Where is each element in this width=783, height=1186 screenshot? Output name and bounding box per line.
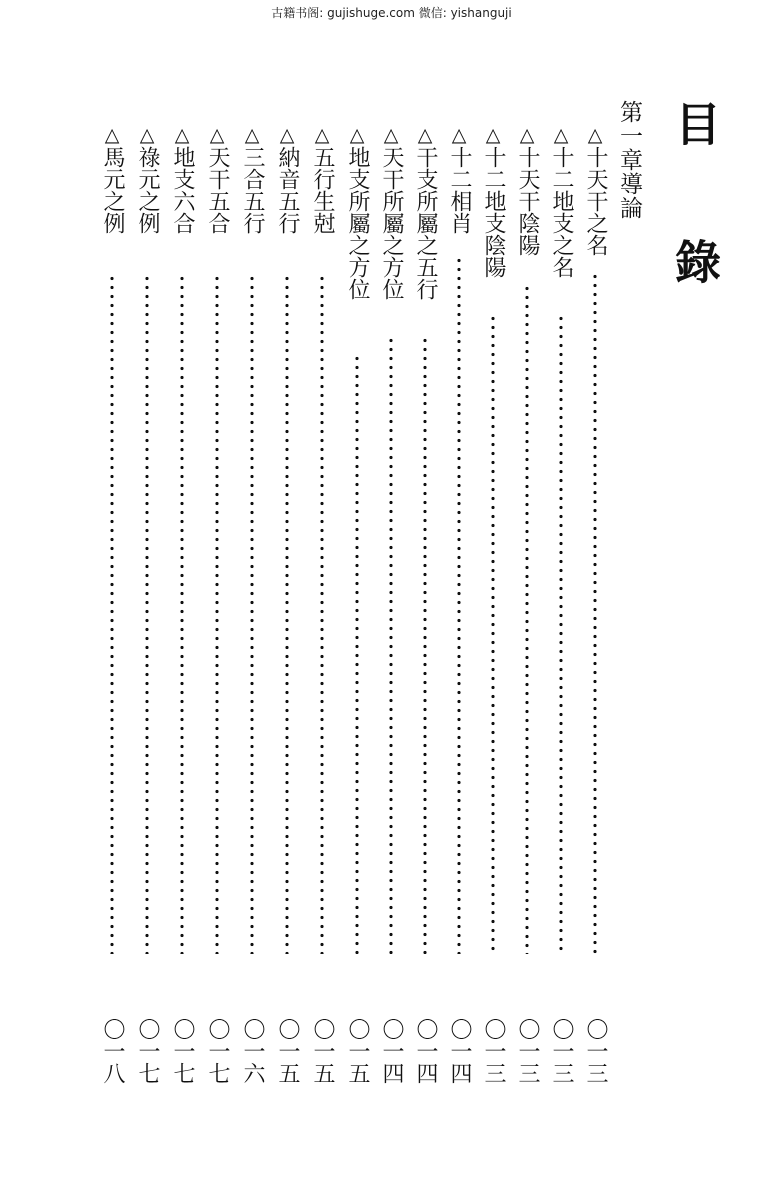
toc-entry[interactable]	[95, 124, 129, 1084]
triangle-icon: △	[346, 124, 368, 146]
entry-page: 〇一三	[583, 1018, 608, 1084]
entry-page: 〇一八	[100, 1018, 125, 1084]
toc-entry[interactable]	[544, 124, 578, 1084]
entry-title: 三合五行	[240, 146, 265, 234]
entry-title: 馬元之例	[100, 146, 125, 234]
entry-label	[408, 124, 442, 300]
entry-page: 〇一五	[345, 1018, 370, 1084]
toc-entry[interactable]	[510, 124, 544, 1084]
triangle-icon: △	[414, 124, 436, 146]
entry-label	[374, 124, 408, 300]
entry-title: 祿元之例	[135, 146, 160, 234]
watermark-text: 古籍书阁: gujishuge.com 微信: yishanguji	[271, 6, 512, 20]
entry-page: 〇一七	[170, 1018, 195, 1084]
entry-label	[442, 124, 476, 234]
toc-entry[interactable]	[442, 124, 476, 1084]
triangle-icon: △	[171, 124, 193, 146]
dot-leader	[355, 354, 359, 954]
entry-title: 十二地支之名	[549, 146, 574, 278]
triangle-icon: △	[550, 124, 572, 146]
dot-leader	[145, 274, 149, 954]
entry-page: 〇一三	[515, 1018, 540, 1084]
triangle-icon: △	[584, 124, 606, 146]
entry-label	[578, 124, 612, 256]
entry-page: 〇一五	[310, 1018, 335, 1084]
triangle-icon: △	[380, 124, 402, 146]
entry-page: 〇一三	[481, 1018, 506, 1084]
triangle-icon: △	[276, 124, 298, 146]
toc-entry[interactable]	[408, 124, 442, 1084]
entry-label	[165, 124, 199, 234]
toc-entry[interactable]	[200, 124, 234, 1084]
entry-label	[340, 124, 374, 300]
dot-leader	[250, 274, 254, 954]
dot-leader	[457, 256, 461, 954]
toc-entry[interactable]	[130, 124, 164, 1084]
entry-title: 納音五行	[275, 146, 300, 234]
entry-page: 〇一五	[275, 1018, 300, 1084]
chapter-heading: 第一章導論	[616, 100, 642, 220]
entry-label	[544, 124, 578, 278]
entry-title: 十天干陰陽	[515, 146, 540, 256]
entry-page: 〇一七	[205, 1018, 230, 1084]
entry-label	[200, 124, 234, 234]
toc-entry[interactable]	[476, 124, 510, 1084]
entry-label	[476, 124, 510, 278]
entry-page: 〇一三	[549, 1018, 574, 1084]
entry-page: 〇一四	[447, 1018, 472, 1084]
dot-leader	[593, 272, 597, 954]
toc-entry[interactable]	[235, 124, 269, 1084]
dot-leader	[285, 274, 289, 954]
dot-leader	[215, 274, 219, 954]
entry-page: 〇一四	[379, 1018, 404, 1084]
triangle-icon: △	[206, 124, 228, 146]
triangle-icon: △	[516, 124, 538, 146]
entry-title: 十二相肖	[447, 146, 472, 234]
triangle-icon: △	[101, 124, 123, 146]
entry-label	[510, 124, 544, 256]
dot-leader	[525, 284, 529, 954]
toc-entry[interactable]	[340, 124, 374, 1084]
dot-leader	[491, 314, 495, 954]
triangle-icon: △	[136, 124, 158, 146]
triangle-icon: △	[448, 124, 470, 146]
toc-entry[interactable]	[305, 124, 339, 1084]
entry-title: 干支所屬之五行	[413, 146, 438, 300]
triangle-icon: △	[311, 124, 333, 146]
entry-title: 五行生尅	[310, 146, 335, 234]
entry-label	[95, 124, 129, 234]
entry-title: 地支六合	[170, 146, 195, 234]
entry-title: 天干所屬之方位	[379, 146, 404, 300]
dot-leader	[389, 336, 393, 954]
page-title: 目 錄	[668, 100, 722, 323]
dot-leader	[320, 274, 324, 954]
toc-entry[interactable]	[270, 124, 304, 1084]
entry-page: 〇一七	[135, 1018, 160, 1084]
dot-leader	[110, 274, 114, 954]
entry-title: 十天干之名	[583, 146, 608, 256]
entry-label	[270, 124, 304, 234]
entry-label	[130, 124, 164, 234]
entry-title: 十二地支陰陽	[481, 146, 506, 278]
triangle-icon: △	[482, 124, 504, 146]
entry-title: 地支所屬之方位	[345, 146, 370, 300]
triangle-icon: △	[241, 124, 263, 146]
entry-page: 〇一四	[413, 1018, 438, 1084]
dot-leader	[423, 336, 427, 954]
entry-label	[235, 124, 269, 234]
entry-label	[305, 124, 339, 234]
dot-leader	[180, 274, 184, 954]
toc-entry[interactable]	[578, 124, 612, 1084]
entry-title: 天干五合	[205, 146, 230, 234]
toc-entry[interactable]	[165, 124, 199, 1084]
toc-entry[interactable]	[374, 124, 408, 1084]
entry-page: 〇一六	[240, 1018, 265, 1084]
dot-leader	[559, 314, 563, 954]
